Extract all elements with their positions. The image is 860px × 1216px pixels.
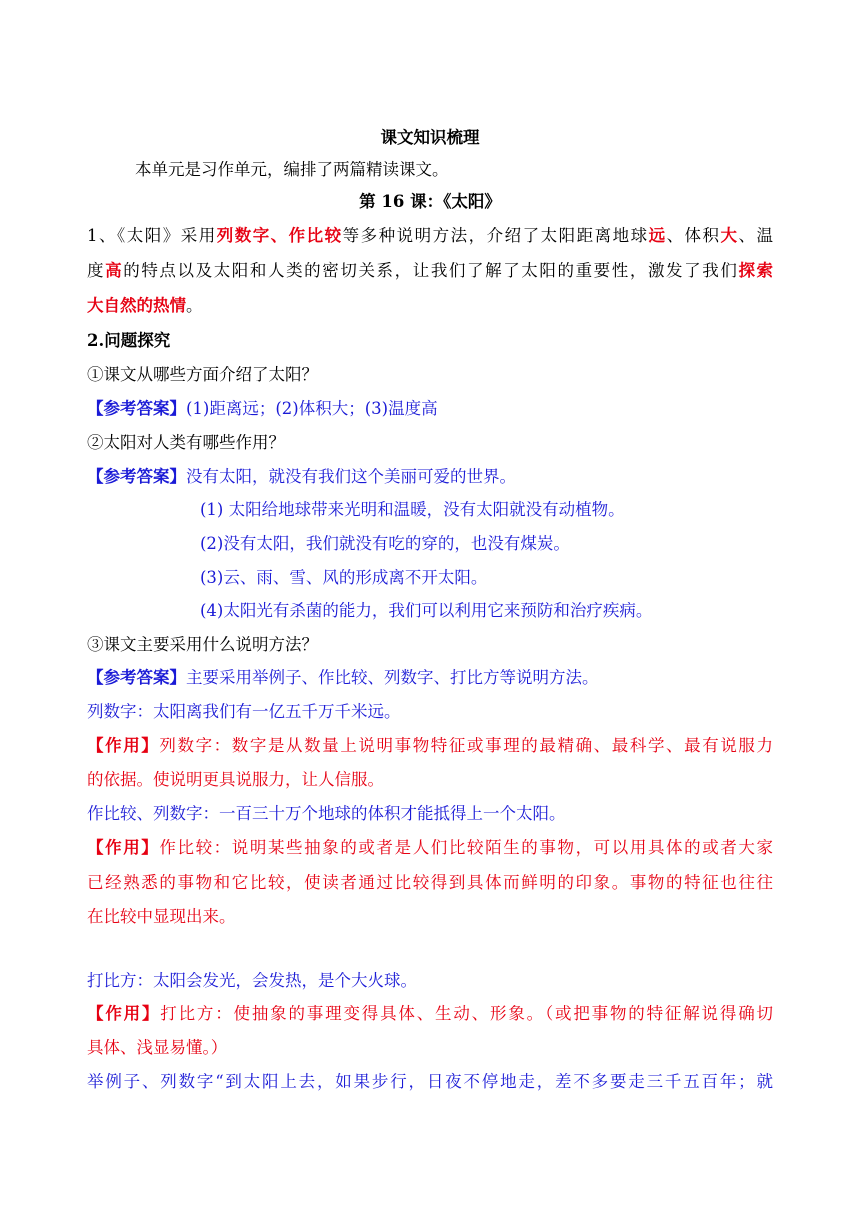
- p1-text: 度: [87, 261, 106, 280]
- section-heading: 2.问题探究: [87, 331, 171, 350]
- role-3-line-2: 具体、浅显易懂。）: [87, 1038, 228, 1057]
- answer-2-item: (2)没有太阳，我们就没有吃的穿的，也没有煤炭。: [200, 534, 570, 553]
- question-3: ③课文主要采用什么说明方法？: [87, 635, 318, 654]
- page-title: 课文知识梳理: [380, 128, 480, 147]
- answer-text: 主要采用举例子、作比较、列数字、打比方等说明方法。: [186, 668, 599, 687]
- answer-3: [87, 667, 599, 689]
- p1-highlight: 高: [105, 261, 124, 280]
- example-2: 作比较、列数字：一百三十万个地球的体积才能抵得上一个太阳。: [87, 804, 566, 823]
- p1-text: 等多种说明方法，介绍了太阳距离地球: [342, 226, 649, 245]
- role-tag: 【作用】: [87, 1004, 161, 1023]
- answer-1: [87, 398, 438, 420]
- lesson-heading: 第 16 课：《太阳》: [359, 192, 501, 211]
- p1-text: 的特点以及太阳和人类的密切关系，让我们了解了太阳的重要性，激发了我们: [123, 261, 739, 280]
- answer-text: 没有太阳，就没有我们这个美丽可爱的世界。: [186, 467, 516, 486]
- answer-tag: 【参考答案】: [87, 467, 186, 486]
- paragraph-1-line-2: [87, 260, 773, 282]
- answer-tag: 【参考答案】: [87, 668, 186, 687]
- p1-text: 1、《太阳》采用: [87, 226, 217, 245]
- p1-text: 。: [186, 296, 203, 315]
- p1-text: 、体积: [666, 226, 721, 245]
- role-2-line-3: 在比较中显现出来。: [87, 907, 236, 926]
- p1-text: 、温: [738, 226, 774, 245]
- role-text: 打比方：使抽象的事理变得具体、生动、形象。（或把事物的特征解说得确切: [160, 1004, 774, 1023]
- role-3-line-1: [87, 1003, 773, 1025]
- answer-2-item: (3)云、雨、雪、风的形成离不开太阳。: [200, 568, 488, 587]
- role-1-line-1: [87, 735, 773, 757]
- answer-2-item: (1) 太阳给地球带来光明和温暖，没有太阳就没有动植物。: [200, 500, 625, 519]
- paragraph-1-line-3: [87, 295, 203, 317]
- role-text: 列数字：数字是从数量上说明事物特征或事理的最精确、最科学、最有说服力: [159, 736, 774, 755]
- p1-highlight: 探索: [738, 261, 774, 280]
- role-tag: 【作用】: [87, 736, 160, 755]
- p1-highlight: 远: [648, 226, 667, 245]
- example-4: 举例子、列数字“到太阳上去，如果步行，日夜不停地走，差不多要走三千五百年；就: [87, 1072, 773, 1091]
- paragraph-1-line-1: [87, 225, 773, 247]
- example-3: 打比方：太阳会发光，会发热，是个大火球。: [87, 971, 417, 990]
- role-2-line-1: [87, 837, 773, 859]
- answer-2-item: (4)太阳光有杀菌的能力，我们可以利用它来预防和治疗疾病。: [200, 601, 653, 620]
- question-1: ①课文从哪些方面介绍了太阳？: [87, 365, 318, 384]
- p1-highlight: 列数字、作比较: [216, 226, 343, 245]
- role-text: 作比较：说明某些抽象的或者是人们比较陌生的事物，可以用具体的或者大家: [159, 838, 774, 857]
- p1-highlight: 大: [720, 226, 739, 245]
- role-tag: 【作用】: [87, 838, 160, 857]
- role-2-line-2: 已经熟悉的事物和它比较，使读者通过比较得到具体而鲜明的印象。事物的特征也往往: [87, 873, 773, 892]
- example-1: 列数字：太阳离我们有一亿五千万千米远。: [87, 702, 401, 721]
- role-1-line-2: 的依据。使说明更具说服力，让人信服。: [87, 770, 384, 789]
- p1-highlight: 大自然的热情: [87, 296, 186, 315]
- unit-intro: 本单元是习作单元，编排了两篇精读课文。: [135, 160, 449, 179]
- answer-2: [87, 466, 516, 488]
- question-2: ②太阳对人类有哪些作用？: [87, 433, 285, 452]
- answer-text: (1)距离远；(2)体积大；(3)温度高: [186, 399, 438, 418]
- answer-tag: 【参考答案】: [87, 399, 186, 418]
